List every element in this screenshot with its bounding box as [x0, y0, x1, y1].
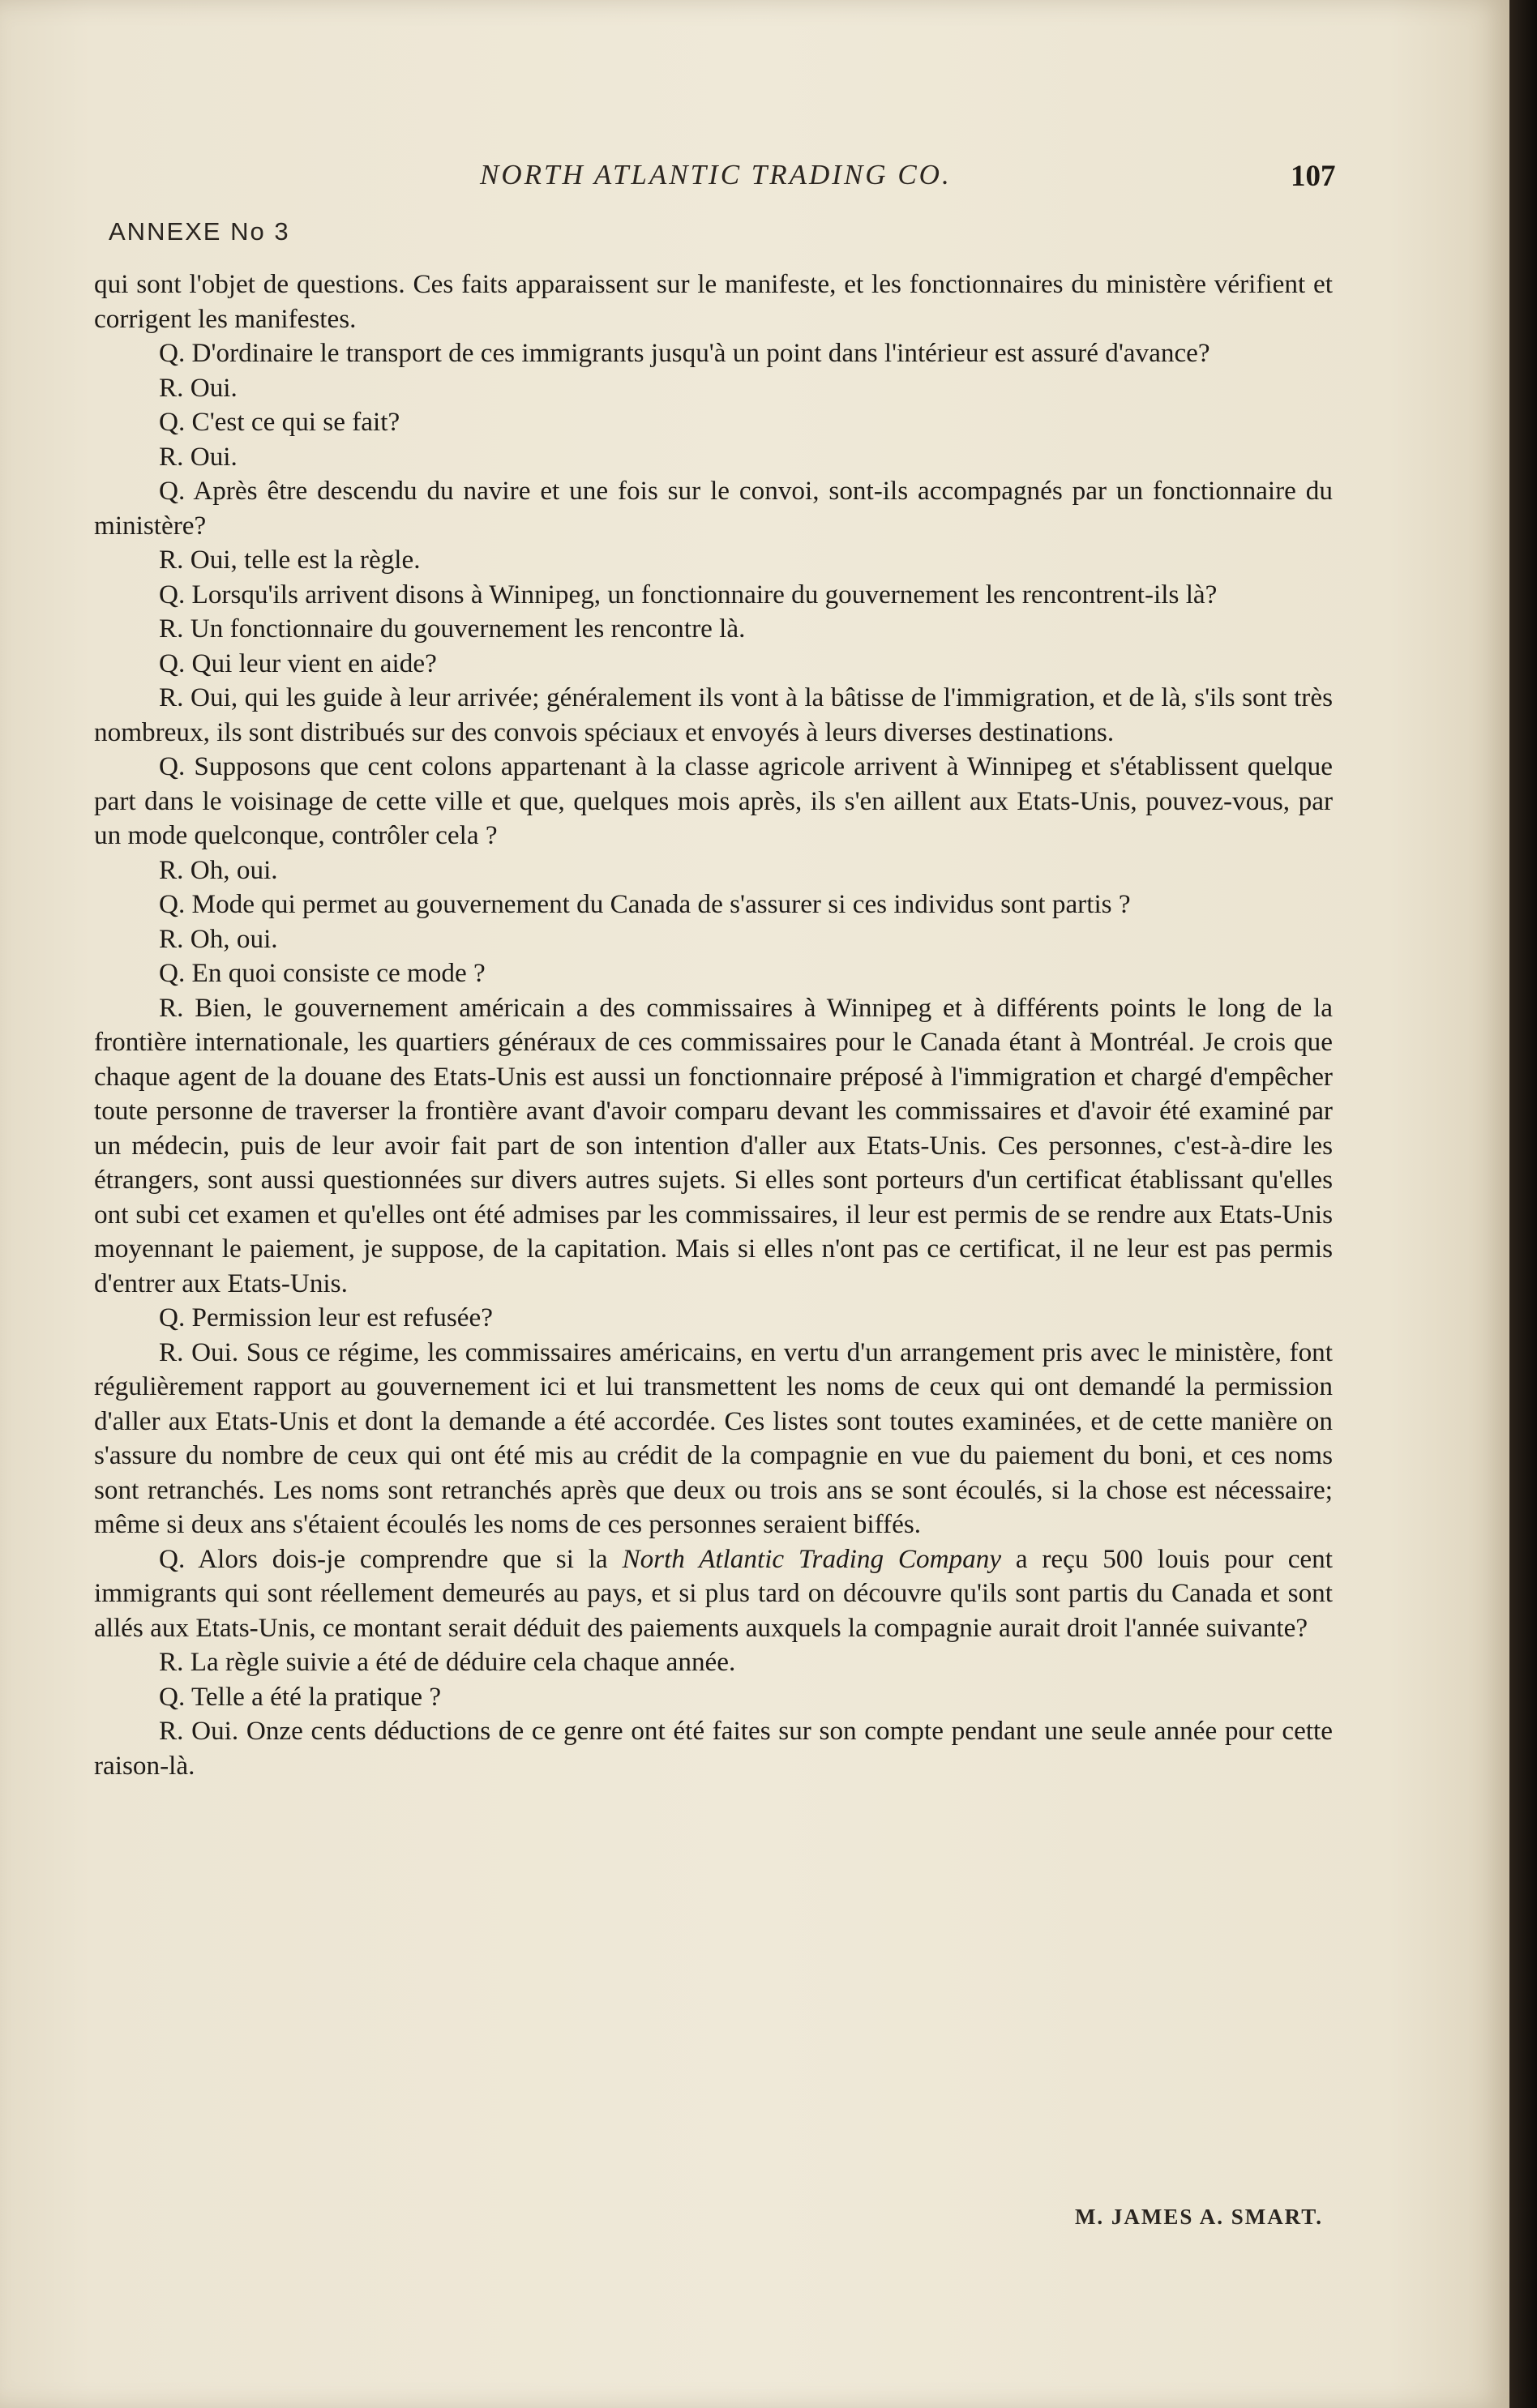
- paragraph: Q. D'ordinaire le transport de ces immigrants jusqu'à un point dans l'intérieur est assuré d'avance?: [159, 338, 1210, 368]
- paragraph: Q. C'est ce qui se fait?: [159, 407, 400, 437]
- paragraph: Q. Lorsqu'ils arrivent disons à Winnipeg, un fonctionnaire du gouvernement les rencontrent-ils là?: [159, 579, 1218, 609]
- page-header: [0, 159, 1509, 199]
- paragraph: Q. Permission leur est refusée?: [159, 1302, 493, 1332]
- paragraph: Q. Après être descendu du navire et une fois sur le convoi, sont-ils accompagnés par un fonctionnaire du ministère?: [94, 476, 1333, 541]
- paragraph: R. Oui. Sous ce régime, les commissaires américains, en vertu d'un arrangement pris avec le ministère, font régulièrement rapport au gouvernement ici et lui transmettent les noms de ceux qui ont demandé la permission d'aller aux Etats-Unis et dont la demande a été accordée. Ces listes sont toutes examinées, et de cette manière on s'assure du nombre de ceux qui ont été mis au crédit de la compagnie en vue du paiement du boni, et ces noms sont retranchés. Les noms sont retranchés après que deux ou trois ans se sont écoulés, si la chose est nécessaire; même si deux ans s'étaient écoulés les noms de ces personnes seraient biffés.: [94, 1337, 1333, 1539]
- paragraph: R. Oh, oui.: [159, 923, 278, 954]
- paragraph-text: a reçu 500 louis pour cent immigrants qui sont réellement demeurés au pays, et si plus tard on découvre qu'ils sont partis du Canada et sont allés aux Etats-Unis, ce montant serait déduit des paiements auxquels la compagnie aurait droit l'année suivante?: [94, 1543, 1333, 1643]
- paragraph-text: Q. Alors dois-je comprendre que si la: [159, 1543, 623, 1574]
- signature-name: M. JAMES A. SMART.: [1074, 2205, 1323, 2229]
- paragraph: Q. Qui leur vient en aide?: [159, 648, 437, 678]
- paragraph: R. Oui.: [159, 441, 238, 472]
- paragraph: [94, 1542, 1333, 1646]
- annex-label: ANNEXE No 3: [109, 217, 290, 246]
- paragraph: R. Oh, oui.: [159, 854, 278, 885]
- paragraph: R. Oui. Onze cents déductions de ce genre ont été faites sur son compte pendant une seule année pour cette raison-là.: [94, 1716, 1333, 1781]
- paragraph: R. Oui.: [159, 372, 238, 403]
- paragraph: R. La règle suivie a été de déduire cela chaque année.: [159, 1647, 736, 1677]
- paragraph: Q. Mode qui permet au gouvernement du Canada de s'assurer si ces individus sont partis ?: [159, 889, 1131, 919]
- paragraph: R. Oui, qui les guide à leur arrivée; généralement ils vont à la bâtisse de l'immigration, et de là, s'ils sont très nombreux, ils sont distribués sur des convois spéciaux et envoyés à leurs diverses destinations.: [94, 682, 1333, 747]
- paragraph: R. Oui, telle est la règle.: [159, 545, 421, 575]
- company-name: North Atlantic Trading Company: [622, 1543, 1002, 1574]
- paragraph: Q. Supposons que cent colons appartenant à la classe agricole arrivent à Winnipeg et s'établissent quelque part dans le voisinage de cette ville et que, quelques mois après, ils s'en aillent aux Etats-Unis, pouvez-vous, par un mode quelconque, contrôler cela ?: [94, 751, 1333, 850]
- body-text: [94, 267, 1333, 1783]
- paragraph: R. Bien, le gouvernement américain a des commissaires à Winnipeg et à différents points le long de la frontière internationale, les quartiers généraux de ces commissaires pour le Canada étant à Montréal. Je crois que chaque agent de la douane des Etats-Unis est aussi un fonctionnaire préposé à l'immigration et chargé d'empêcher toute personne de traverser la frontière avant d'avoir comparu devant les commissaires et d'avoir été examiné par un médecin, puis de leur avoir fait part de son intention d'aller aux Etats-Unis. Ces personnes, c'est-à-dire les étrangers, sont aussi questionnées sur divers autres sujets. Si elles sont porteurs d'un certificat établissant qu'elles ont subi cet examen et qu'elles ont été admises par les commissaires, il leur est permis de se rendre aux Etats-Unis moyennant le paiement, je suppose, de la capitation. Mais si elles n'ont pas ce certificat, il ne leur est pas permis d'entrer aux Etats-Unis.: [94, 992, 1333, 1298]
- page-number: 107: [1291, 160, 1336, 193]
- paragraph: Q. En quoi consiste ce mode ?: [159, 958, 486, 988]
- book-edge: [1509, 0, 1537, 2408]
- paragraph: Q. Telle a été la pratique ?: [159, 1681, 442, 1712]
- paragraph: R. Un fonctionnaire du gouvernement les rencontre là.: [159, 614, 746, 644]
- running-title: NORTH ATLANTIC TRADING CO.: [480, 159, 952, 190]
- paragraph: qui sont l'objet de questions. Ces faits apparaissent sur le manifeste, et les fonctionnaires du ministère vérifient et corrigent les manifestes.: [94, 269, 1333, 334]
